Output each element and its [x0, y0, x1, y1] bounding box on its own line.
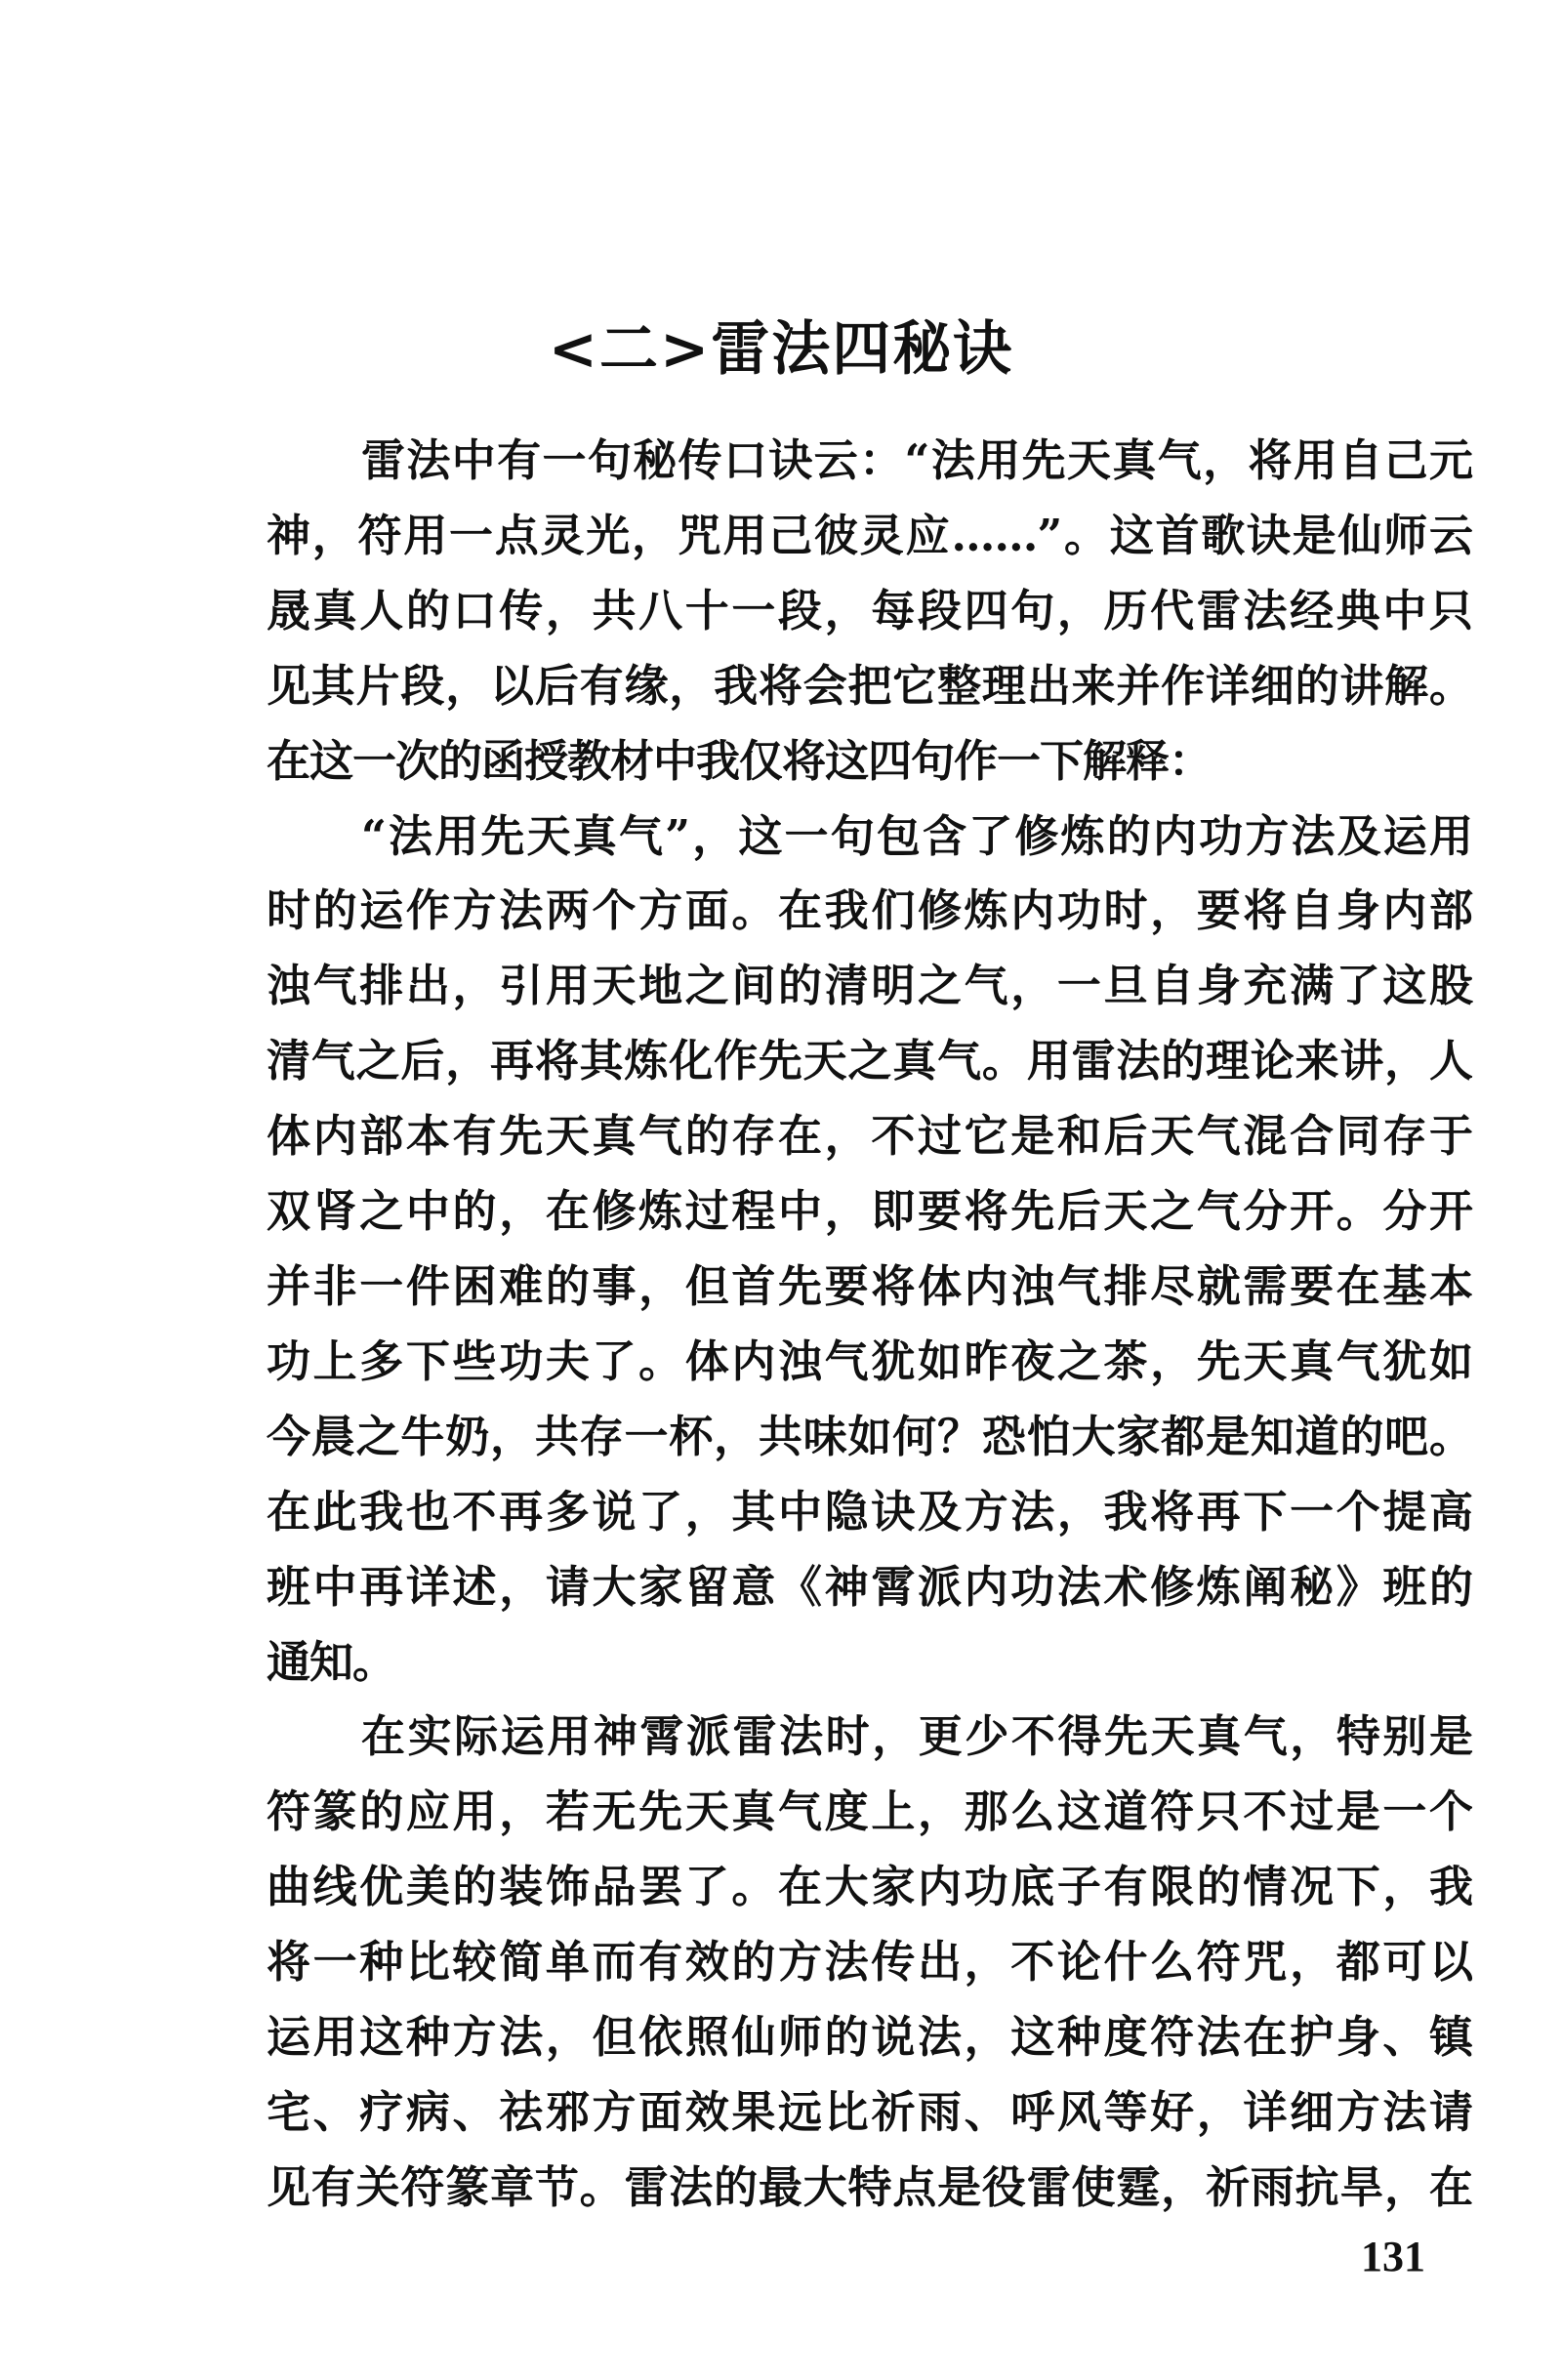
text-line: 班中再详述，请大家留意《神霄派内功法术修炼阐秘》班的 [267, 1560, 1472, 1613]
text-line: “法用先天真气”，这一句包含了修炼的内功方法及运用 [361, 809, 1472, 862]
text-line: 见其片段，以后有缘，我将会把它整理出来并作详细的讲解。 [267, 659, 1472, 712]
text-line: 在此我也不再多说了，其中隐诀及方法，我将再下一个提高 [267, 1485, 1472, 1538]
text-line: 清气之后，再将其炼化作先天之真气。用雷法的理论来讲，人 [267, 1035, 1472, 1087]
section-title: <二>雷法四秘诀 [548, 315, 1014, 384]
text-line: 宅、疗病、祛邪方面效果远比祈雨、呼风等好，详细方法请 [267, 2085, 1472, 2138]
text-line: 双肾之中的，在修炼过程中，即要将先后天之气分开。分开 [267, 1185, 1472, 1238]
text-line: 在这一次的函授教材中我仅将这四句作一下解释： [267, 734, 1213, 787]
text-line: 时的运作方法两个方面。在我们修炼内功时，要将自身内部 [267, 884, 1472, 937]
text-line: 体内部本有先天真气的存在，不过它是和后天气混合同存于 [267, 1110, 1472, 1163]
text-line: 运用这种方法，但依照仙师的说法，这种度符法在护身、镇 [267, 2011, 1472, 2064]
text-line: 浊气排出，引用天地之间的清明之气，一旦自身充满了这股 [267, 960, 1472, 1012]
text-line: 符篆的应用，若无先天真气度上，那么这道符只不过是一个 [267, 1785, 1472, 1838]
text-line: 在实际运用神霄派雷法时，更少不得先天真气，特别是 [361, 1710, 1472, 1763]
text-line: 神，符用一点灵光，咒用己彼灵应……”。这首歌诀是仙师云 [267, 509, 1472, 561]
page-number: 131 [1361, 2232, 1425, 2280]
text-line: 今晨之牛奶，共存一杯，共味如何？恐怕大家都是知道的吧。 [267, 1410, 1472, 1462]
text-line: 通知。 [267, 1635, 396, 1688]
paragraph [267, 1700, 1472, 2225]
text-line: 曲线优美的装饰品罢了。在大家内功底子有限的情况下，我 [267, 1861, 1472, 1913]
text-line: 见有关符篆章节。雷法的最大特点是役雷使霆，祈雨抗旱，在 [267, 2160, 1472, 2213]
page-content [267, 424, 1472, 2284]
paragraph [267, 424, 1472, 800]
text-line: 晟真人的口传，共八十一段，每段四句，历代雷法经典中只 [267, 584, 1472, 636]
paragraph [267, 800, 1472, 1701]
body-text [267, 424, 1472, 2226]
text-line: 并非一件困难的事，但首先要将体内浊气排尽就需要在基本 [267, 1259, 1472, 1312]
text-line: 功上多下些功夫了。体内浊气犹如昨夜之茶，先天真气犹如 [267, 1334, 1472, 1387]
text-line: 雷法中有一句秘传口诀云：“法用先天真气，将用自己元 [361, 434, 1472, 486]
text-line: 将一种比较简单而有效的方法传出，不论什么符咒，都可以 [267, 1936, 1472, 1989]
